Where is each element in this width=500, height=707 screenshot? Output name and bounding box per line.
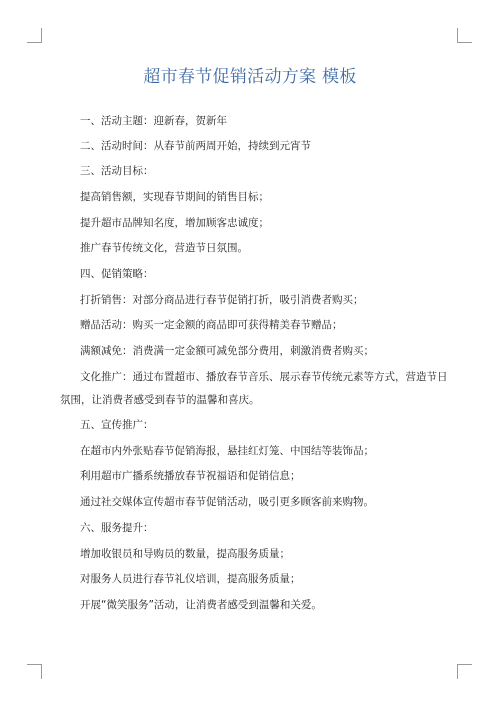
document-title: 超市春节促销活动方案 模板 [143, 67, 357, 87]
section-heading-time: 二、活动时间：从春节前两周开始，持续到元宵节 [80, 140, 311, 152]
crop-mark-top-left [27, 28, 42, 43]
paragraph-line: 利用超市广播系统播放春节祝福语和促销信息； [80, 470, 301, 482]
paragraph-line: 提高销售额，实现春节期间的销售目标； [80, 191, 269, 203]
section-heading-strategy: 四、促销策略： [80, 268, 154, 280]
section-heading-theme: 一、活动主题：迎新春，贺新年 [80, 115, 227, 127]
paragraph-line: 赠品活动：购买一定金额的商品即可获得精美春节赠品； [80, 319, 343, 331]
paragraph-line-continued: 氛围，让消费者感受到春节的温馨和喜庆。 [60, 394, 260, 406]
section-heading-goals: 三、活动目标： [80, 165, 154, 177]
section-heading-promotion: 五、宣传推广： [80, 419, 154, 431]
paragraph-line: 提升超市品牌知名度，增加顾客忠诚度； [80, 217, 269, 229]
paragraph-line: 开展“微笑服务”活动，让消费者感受到温馨和关爱。 [80, 599, 322, 611]
crop-mark-bottom-right [457, 664, 472, 679]
section-heading-service: 六、服务提升： [80, 522, 154, 534]
paragraph-line: 文化推广：通过布置超市、播放春节音乐、展示春节传统元素等方式，营造节日 [80, 371, 448, 383]
paragraph-line: 通过社交媒体宣传超市春节促销活动，吸引更多顾客前来购物。 [80, 496, 374, 508]
paragraph-line: 推广春节传统文化，营造节日氛围。 [80, 242, 248, 254]
paragraph-line: 满额减免：消费满一定金额可减免部分费用，刺激消费者购买； [80, 345, 374, 357]
paragraph-line: 增加收银员和导购员的数量，提高服务质量； [80, 548, 290, 560]
paragraph-line: 打折销售：对部分商品进行春节促销打折，吸引消费者购买； [80, 294, 364, 306]
crop-mark-top-right [457, 28, 472, 43]
paragraph-line: 在超市内外张贴春节促销海报，悬挂红灯笼、中国结等装饰品； [80, 445, 374, 457]
paragraph-line: 对服务人员进行春节礼仪培训，提高服务质量； [80, 573, 301, 585]
crop-mark-bottom-left [27, 664, 42, 679]
